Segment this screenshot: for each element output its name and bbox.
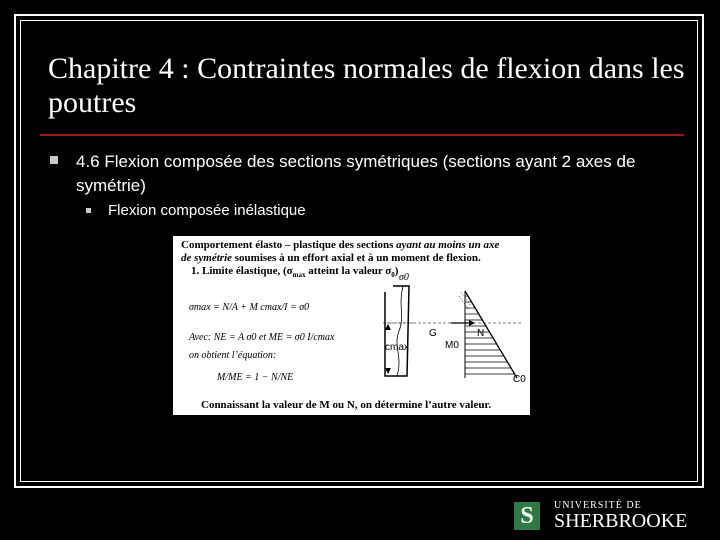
figure-line-3a: 1. Limite élastique, (σ [191,265,293,277]
label-axial-N: N [477,328,485,339]
equation-sigma-max: σmax = N/A + M cmax/I = σ0 [189,302,310,313]
equation-avec: Avec: NE = A σ0 et ME = σ0 I/cmax [189,332,335,343]
slide-title: Chapitre 4 : Contraintes normales de flexion dans les poutres [48,52,685,119]
bullet-text-level2: Flexion composée inélastique [108,202,306,219]
university-logo [514,500,700,532]
title-divider [40,134,684,136]
equation-intro: on obtient l’équation: [189,350,277,361]
label-sigma0-bottom: C0 [513,374,526,385]
bullet-text-level1: 4.6 Flexion composée des sections symétriques (sections ayant 2 axes de symétrie) [76,152,636,195]
sherbrooke-logo-mark-icon [514,502,540,530]
figure-line-3c: ) [394,265,399,277]
figure-line-1a: Comportement élasto – plastique des sections [181,239,397,251]
logo-university-label: UNIVERSITÉ DE [554,500,642,511]
figure-line-2a: de symétrie [181,252,233,264]
section-stress-diagram [173,236,530,415]
figure-line-3-sub: max [292,271,306,280]
figure-line-1b: ayant au moins un axe [396,239,500,251]
label-moment-M0: M0 [445,340,459,351]
logo-university-name: SHERBROOKE [554,510,688,532]
sub-bullet-square-icon [86,208,91,213]
figure-line-3-sub2: 0 [391,271,395,280]
figure-line-2b: soumises à un effort axial et à un moment de flexion. [232,252,481,264]
figure-elastic-limit [173,236,530,415]
logo-mark-letter: S [520,503,534,529]
label-cmax: cmax [385,342,409,353]
figure-line-3b: atteint la valeur σ [305,265,392,277]
label-centroid-G: G [429,328,437,339]
equation-interaction: M/ME = 1 − N/NE [217,372,294,383]
figure-footer-text: Connaissant la valeur de M ou N, on détermine l’autre valeur. [201,399,492,411]
label-sigma0-top: σ0 [399,272,409,283]
bullet-square-icon [50,156,58,164]
